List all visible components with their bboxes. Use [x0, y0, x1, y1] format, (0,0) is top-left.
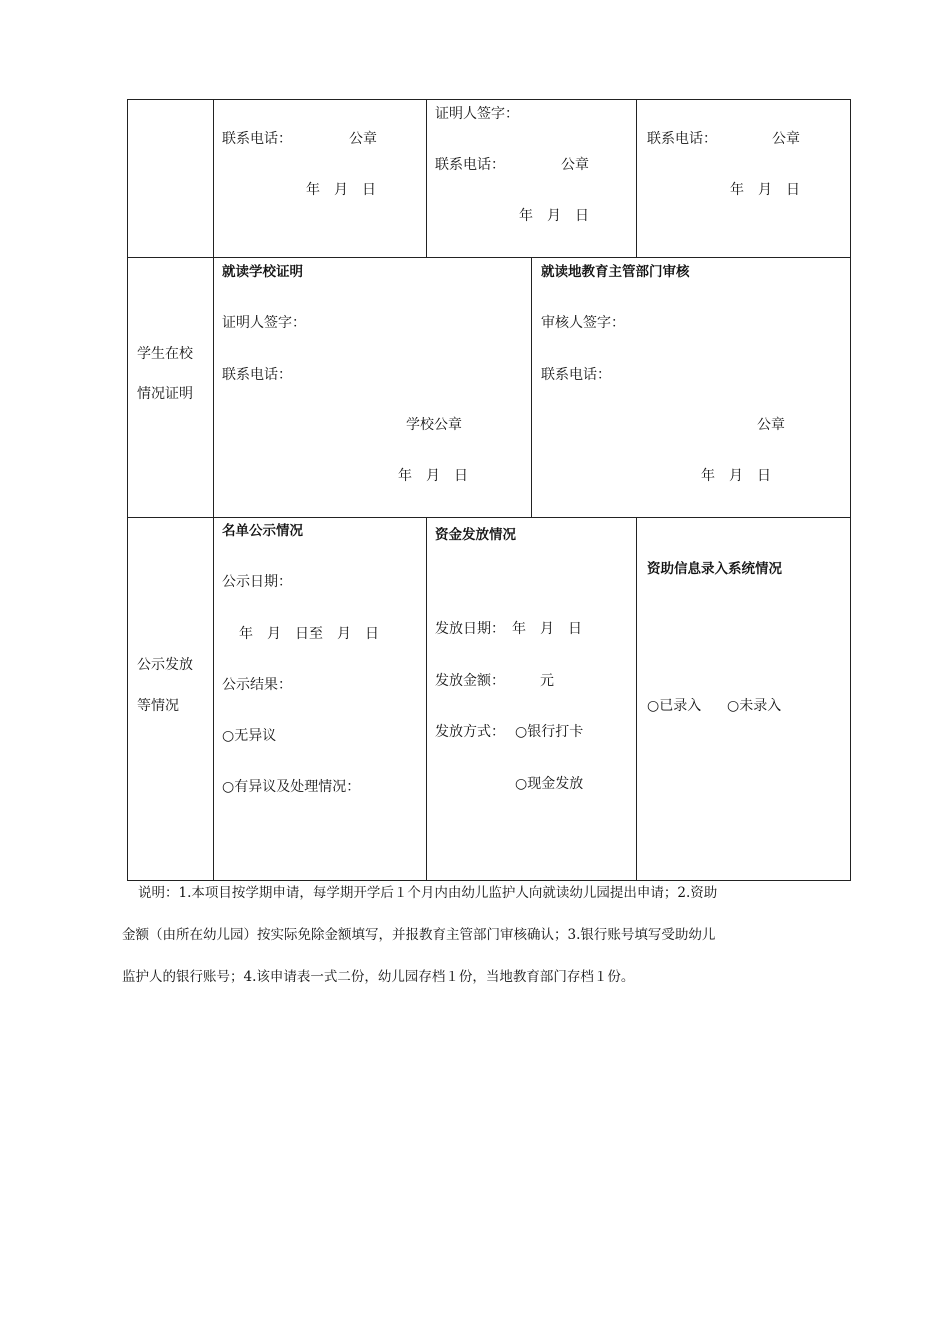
- row3-divider-b: [636, 517, 637, 881]
- school-phone-label: 联系电话：: [222, 367, 292, 383]
- cash-option[interactable]: [515, 775, 583, 793]
- bank-card-option[interactable]: [515, 723, 583, 741]
- radio-circle-icon: ○: [647, 698, 660, 714]
- note-line-2: 金额（由所在幼儿园）按实际免除金额填写，并报教育主管部门审核确认；3.银行账号填写受助幼儿: [122, 927, 716, 943]
- funding-date-line: 发放日期： 年 月 日: [435, 621, 582, 637]
- authority-phone-label: 联系电话：: [541, 367, 611, 383]
- note-line-1: 说明：1.本项目按学期申请，每学期开学后１个月内由幼儿监护人向就读幼儿园提出申请；2.资助: [138, 885, 718, 901]
- entry-heading: 资助信息录入系统情况: [647, 561, 782, 577]
- table-border-bottom: [127, 880, 851, 881]
- funding-heading: 资金发放情况: [435, 527, 516, 543]
- row3-label-line1: 公示发放: [137, 657, 193, 673]
- authority-seal: 公章: [757, 417, 785, 433]
- funding-method-label: 发放方式：: [435, 724, 505, 740]
- authority-date: 年 月 日: [701, 468, 771, 484]
- row1-divider-a: [426, 99, 427, 258]
- row1-col2-date: 年 月 日: [519, 208, 589, 224]
- row-divider-1: [127, 257, 851, 258]
- row1-col3-seal: 公章: [772, 131, 800, 147]
- entered-label: 已录入: [659, 698, 702, 714]
- row2-label-line2: 情况证明: [137, 386, 193, 402]
- cash-label: 现金发放: [527, 776, 584, 792]
- funding-amount-line: 发放金额： 元: [435, 673, 554, 689]
- authority-review-heading: 就读地教育主管部门审核: [541, 264, 690, 280]
- row1-col1-phone-label: 联系电话：: [222, 131, 292, 147]
- row1-col1-date: 年 月 日: [306, 182, 376, 198]
- radio-circle-icon: ○: [222, 779, 235, 795]
- publicity-heading: 名单公示情况: [222, 523, 303, 539]
- not-entered-option[interactable]: [727, 697, 781, 715]
- bank-card-label: 银行打卡: [527, 724, 584, 740]
- row1-col2-phone-label: 联系电话：: [435, 157, 505, 173]
- row-divider-2: [127, 517, 851, 518]
- table-border-right: [850, 99, 851, 881]
- publicity-date-range: 年 月 日至 月 日: [239, 626, 379, 642]
- radio-circle-icon: ○: [515, 724, 528, 740]
- no-objection-label: 无异议: [234, 728, 277, 744]
- radio-circle-icon: ○: [727, 698, 740, 714]
- objection-label: 有异议及处理情况：: [234, 779, 361, 795]
- note-line-3: 监护人的银行账号；4.该申请表一式二份，幼儿园存档１份，当地教育部门存档１份。: [122, 969, 635, 985]
- no-objection-option[interactable]: [222, 727, 276, 745]
- radio-circle-icon: ○: [515, 776, 528, 792]
- label-column-divider: [213, 99, 214, 881]
- table-border-top: [127, 99, 851, 100]
- not-entered-label: 未录入: [739, 698, 782, 714]
- row1-divider-b: [636, 99, 637, 258]
- objection-option[interactable]: [222, 778, 360, 796]
- publicity-date-label: 公示日期：: [222, 574, 292, 590]
- authority-reviewer-label: 审核人签字：: [541, 315, 625, 331]
- row2-divider: [531, 257, 532, 518]
- row3-divider-a: [426, 517, 427, 881]
- radio-circle-icon: ○: [222, 728, 235, 744]
- table-border-left: [127, 99, 128, 881]
- publicity-result-label: 公示结果：: [222, 677, 292, 693]
- row1-col2-seal: 公章: [561, 157, 589, 173]
- row2-label-line1: 学生在校: [137, 346, 193, 362]
- row1-col2-signer-label: 证明人签字：: [435, 106, 519, 122]
- application-form-table: [127, 99, 851, 881]
- row1-col1-seal: 公章: [349, 131, 377, 147]
- row3-label-line2: 等情况: [137, 698, 179, 714]
- school-seal: 学校公章: [406, 417, 462, 433]
- row1-col3-phone-label: 联系电话：: [647, 131, 717, 147]
- entered-option[interactable]: [647, 697, 701, 715]
- school-date: 年 月 日: [398, 468, 468, 484]
- row1-col3-date: 年 月 日: [730, 182, 800, 198]
- school-proof-heading: 就读学校证明: [222, 264, 303, 280]
- school-signer-label: 证明人签字：: [222, 315, 306, 331]
